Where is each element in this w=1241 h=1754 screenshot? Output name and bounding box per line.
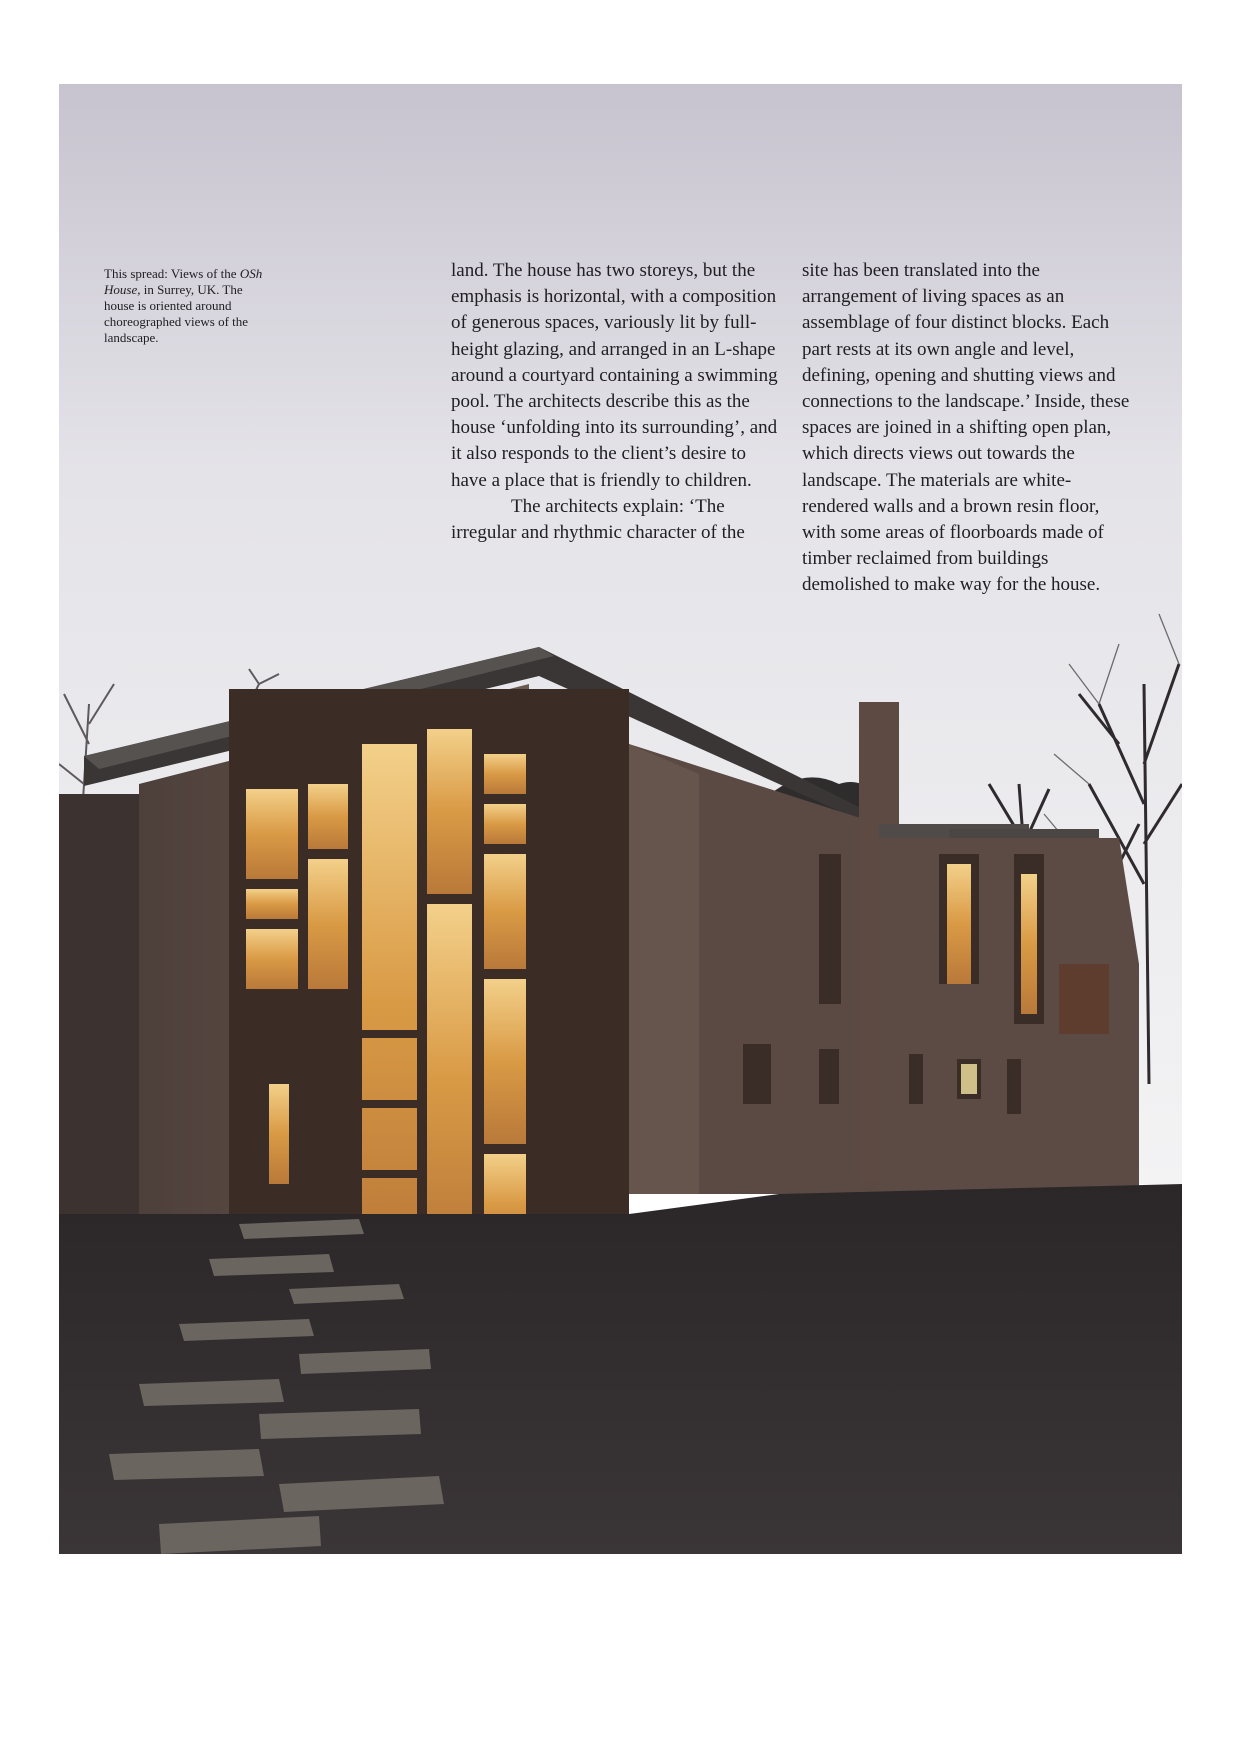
- photo-caption: [104, 266, 274, 346]
- caption-prefix: This spread: Views of the: [104, 266, 240, 281]
- column1-paragraph2: The architects explain: ‘The irregular and rhythmic character of the: [451, 495, 745, 544]
- text-column-1: [451, 258, 781, 546]
- text-column-2: [802, 258, 1132, 599]
- column1-paragraph1: land. The house has two storeys, but the emphasis is horizontal, with a composition of generous spaces, variously lit by full-height glazing, and arranged in an L-shape around a courtyard containing a swimming pool. The architects describe this as the house ‘unfolding into its surrounding’, and it also responds to the client’s desire to have a place that is friendly to children.: [451, 260, 778, 491]
- column2-paragraph1: site has been translated into the arrangement of living spaces as an assemblage of four distinct blocks. Each part rests at its own angle and level, defining, opening and shutting views and connections to the landscape.’ Inside, these spaces are joined in a shifting open plan, which directs views out towards the landscape. The materials are white-rendered walls and a brown resin floor, with some areas of floorboards made of timber reclaimed from buildings demolished to make way for the house.: [802, 260, 1130, 596]
- caption-project-title: OSh House,: [104, 266, 263, 297]
- caption-suffix: in Surrey, UK. The house is oriented around choreographed views of the landscape.: [104, 282, 249, 345]
